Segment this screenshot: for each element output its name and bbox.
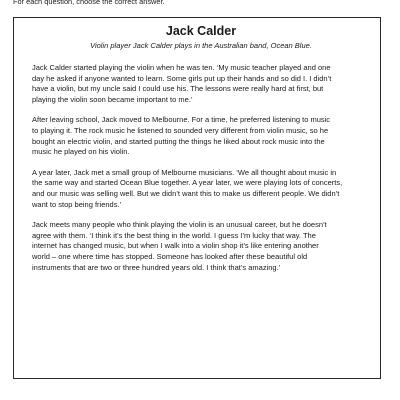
- paragraph-line: Jack Calder started playing the violin when he was ten. ‘My music teacher played and one: [32, 63, 331, 72]
- article-box: [13, 17, 381, 379]
- paragraph-line: instruments that are two or three hundred years old. I think that’s amazing.’: [32, 262, 281, 272]
- article-paragraph-2: [32, 115, 370, 157]
- paragraph-line: world – one where time has stopped. Someone has looked after these beautiful old: [32, 251, 308, 261]
- paragraph-line: agree with them. ‘I think it’s the best thing in the world. I guess I’m lucky that way. The: [32, 230, 316, 240]
- paragraph-line: to playing it. The rock music he listened to sounded very different from violin music, so he: [32, 125, 329, 135]
- paragraph-line: internet has changed music, but when I walk into a violin shop it’s like entering another: [32, 241, 319, 251]
- paragraph-line: day he asked if anyone wanted to learn. Some girls put up their hands and so did I. I didn’t: [32, 73, 332, 83]
- paragraph-line: the same way and started Ocean Blue together. A year later, we were playing lots of concerts,: [32, 178, 343, 188]
- paragraph-line: music he played on his violin.: [32, 147, 130, 157]
- instruction-text: For each question, choose the correct answer.: [13, 0, 165, 6]
- paragraph-line: have a violin, but my uncle said I could use his. The lessons were really hard at first, but: [32, 84, 324, 94]
- article-paragraph-1: [32, 63, 370, 105]
- article-paragraph-3: [32, 168, 370, 210]
- paragraph-line: Jack meets many people who think playing the violin is an unusual career, but he doesn’t: [32, 220, 327, 230]
- article-paragraph-4: [32, 220, 370, 273]
- paragraph-line: After leaving school, Jack moved to Melbourne. For a time, he preferred listening to music: [32, 115, 331, 125]
- article-subtitle: Violin player Jack Calder plays in the Australian band, Ocean Blue.: [90, 41, 312, 50]
- paragraph-line: playing the violin soon became important to me.’: [32, 94, 193, 104]
- paragraph-line: want to stop being friends.’: [32, 199, 122, 209]
- article-title: Jack Calder: [165, 24, 237, 38]
- paragraph-line: bought an electric violin, and started putting the things he liked about rock music into the: [32, 136, 325, 146]
- paragraph-line: A year later, Jack met a small group of Melbourne musicians. ‘We all thought about music in: [32, 167, 337, 177]
- paragraph-line: and our music was selling well. But we didn’t want this to make us different people. We didn’t: [32, 188, 340, 198]
